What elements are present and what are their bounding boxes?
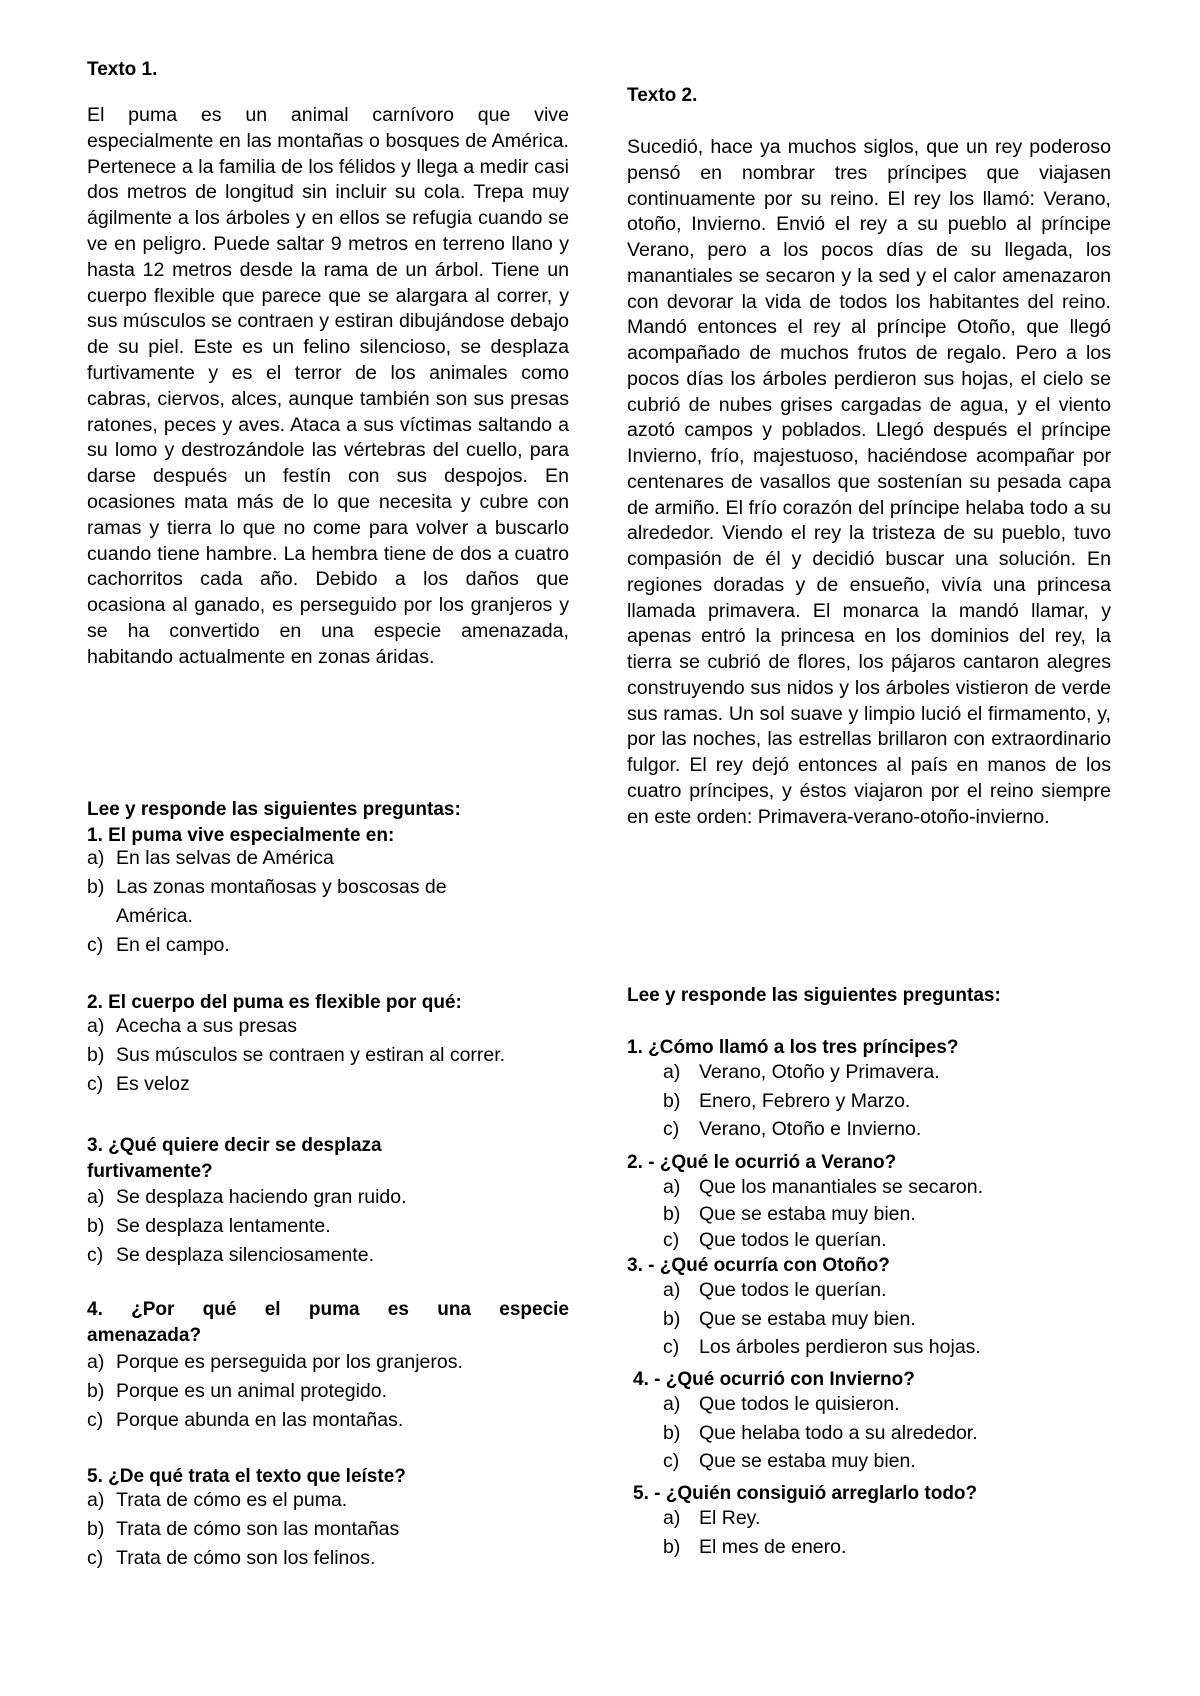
option-1c: c) En el campo. <box>87 934 230 956</box>
option-1b: b) Las zonas montañosas y boscosas de América. <box>87 876 447 927</box>
texto2-question-3-options <box>663 1276 1113 1362</box>
texto2-question-1-options <box>663 1058 1113 1144</box>
texto2-question-5: 5. - ¿Quién consiguió arreglarlo todo? <box>633 1483 978 1504</box>
option-1c: c) Verano, Otoño e Invierno. <box>663 1118 922 1140</box>
texto2-title: Texto 2. <box>627 85 698 106</box>
option-2a: a) Que los manantiales se secaron. <box>663 1176 983 1198</box>
texto1-question-1-options <box>87 844 569 960</box>
option-5b: b) El mes de enero. <box>663 1535 847 1558</box>
option-2b: b) Que se estaba muy bien. <box>663 1202 916 1225</box>
texto2-question-4: 4. - ¿Qué ocurrió con Invierno? <box>633 1369 915 1390</box>
texto2-question-2-options <box>663 1174 1113 1254</box>
texto2-question-5-options <box>663 1504 1113 1561</box>
option-4b: b) Porque es un animal protegido. <box>87 1380 388 1402</box>
texto1-question-4: 4. ¿Por qué el puma es una especie amenazada? <box>87 1299 569 1346</box>
option-5c: c) Trata de cómo son los felinos. <box>87 1547 376 1569</box>
option-3a: a) Que todos le querían. <box>663 1279 887 1301</box>
texto1-question-3: 3. ¿Qué quiere decir se desplaza furtivamente? <box>87 1135 382 1182</box>
texto1-title: Texto 1. <box>87 59 158 80</box>
texto2-paragraph: Sucedió, hace ya muchos siglos, que un rey poderoso pensó en nombrar tres príncipes que viajasen continuamente por su reino. El rey los llamó: Verano, otoño, Invierno. Envió el rey a su pueblo al príncipe Verano, pero a los pocos días de su llegada, los manantiales se secaron y la sed y el calor amenazaron con devorar la vida de todos los habitantes del reino. Mandó entonces el rey al príncipe Otoño, que llegó acompañado de muchos frutos de regalo. Pero a los pocos días los árboles perdieron sus hojas, el cielo se cubrió de nubes grises cargadas de agua, y el viento azotó campos y poblados. Llegó después el príncipe Invierno, frío, majestuoso, haciéndose acompañar por centenares de vasallos que sostenían su pesada capa de armiño. El frío corazón del príncipe helaba todo a su alrededor. Viendo el rey la tristeza de su pueblo, tuvo compasión de él y decidió buscar una solución. En regiones doradas y de ensueño, vivía una princesa llamada primavera. El monarca la mandó llamar, y apenas entró la princesa en los dominios del rey, la tierra se cubrió de flores, los pájaros cantaron alegres construyendo sus nidos y los árboles vistieron de verde sus ramas. Un sol suave y limpio lució el firmamento, y, por las noches, las estrellas brillaron con extraordinario fulgor. El rey dejó entonces al país en manos de los cuatro príncipes, y éstos viajaron por el reino siempre en este orden: Primavera-verano-otoño-invierno. <box>627 136 1111 828</box>
option-3c: c) Los árboles perdieron sus hojas. <box>663 1336 981 1358</box>
texto2-instructions: Lee y responde las siguientes preguntas: <box>627 985 1001 1006</box>
option-5a: a) Trata de cómo es el puma. <box>87 1489 348 1511</box>
texto1-paragraph: El puma es un animal carnívoro que vive especialmente en las montañas o bosques de América. Pertenece a la familia de los félidos y llega a medir casi dos metros de longitud sin incluir su cola. Trepa muy ágilmente a los árboles y en ellos se refugia cuando se ve en peligro. Puede saltar 9 metros en terreno llano y hasta 12 metros desde la rama de un árbol. Tiene un cuerpo flexible que parece que se alargara al correr, y sus músculos se contraen y estiran dibujándose debajo de su piel. Este es un felino silencioso, se desplaza furtivamente y es el terror de los animales como cabras, ciervos, alces, aunque también son sus presas ratones, peces y aves. Ataca a sus víctimas saltando a su lomo y destrozándole las vértebras del cuello, para darse después un festín con sus despojos. En ocasiones mata más de lo que necesita y cubre con ramas y tierra lo que no come para volver a buscarlo cuando tiene hambre. La hembra tiene de dos a cuatro cachorritos cada año. Debido a los daños que ocasiona al ganado, es perseguido por los granjeros y se ha convertido en una especie amenazada, habitando actualmente en zonas áridas. <box>87 104 569 668</box>
texto1-question-2-options <box>87 1012 569 1099</box>
option-4b: b) Que helaba todo a su alrededor. <box>663 1421 978 1444</box>
option-5b: b) Trata de cómo son las montañas <box>87 1518 400 1540</box>
texto1-question-5-options <box>87 1486 569 1573</box>
texto1-question-3-options <box>87 1183 569 1270</box>
option-4a: a) Que todos le quisieron. <box>663 1393 900 1415</box>
option-4c: c) Que se estaba muy bien. <box>663 1450 916 1472</box>
texto2-question-1: 1. ¿Cómo llamó a los tres príncipes? <box>627 1037 959 1058</box>
option-3a: a) Se desplaza haciendo gran ruido. <box>87 1186 407 1208</box>
option-3b: b) Se desplaza lentamente. <box>87 1215 331 1237</box>
option-4c: c) Porque abunda en las montañas. <box>87 1409 404 1431</box>
option-3c: c) Se desplaza silenciosamente. <box>87 1244 374 1266</box>
option-1b: b) Enero, Febrero y Marzo. <box>663 1089 911 1112</box>
option-2c: c) Que todos le querían. <box>663 1229 887 1251</box>
option-1a: a) En las selvas de América <box>87 847 334 869</box>
texto1-question-1: 1. El puma vive especialmente en: <box>87 825 395 846</box>
option-2c: c) Es veloz <box>87 1073 190 1095</box>
texto2-question-2: 2. - ¿Qué le ocurrió a Verano? <box>627 1152 897 1173</box>
option-3b: b) Que se estaba muy bien. <box>663 1307 916 1330</box>
texto1-question-2: 2. El cuerpo del puma es flexible por qué: <box>87 992 462 1013</box>
texto2-question-3: 3. - ¿Qué ocurría con Otoño? <box>627 1255 890 1276</box>
option-4a: a) Porque es perseguida por los granjeros. <box>87 1351 463 1373</box>
texto2-question-4-options <box>663 1390 1113 1476</box>
option-5a: a) El Rey. <box>663 1507 761 1529</box>
option-1a: a) Verano, Otoño y Primavera. <box>663 1061 940 1083</box>
texto1-instructions: Lee y responde las siguientes preguntas: <box>87 799 461 820</box>
texto1-question-4-options <box>87 1348 569 1435</box>
option-2a: a) Acecha a sus presas <box>87 1015 298 1037</box>
texto1-question-5: 5. ¿De qué trata el texto que leíste? <box>87 1466 406 1487</box>
option-2b: b) Sus músculos se contraen y estiran al correr. <box>87 1044 506 1066</box>
